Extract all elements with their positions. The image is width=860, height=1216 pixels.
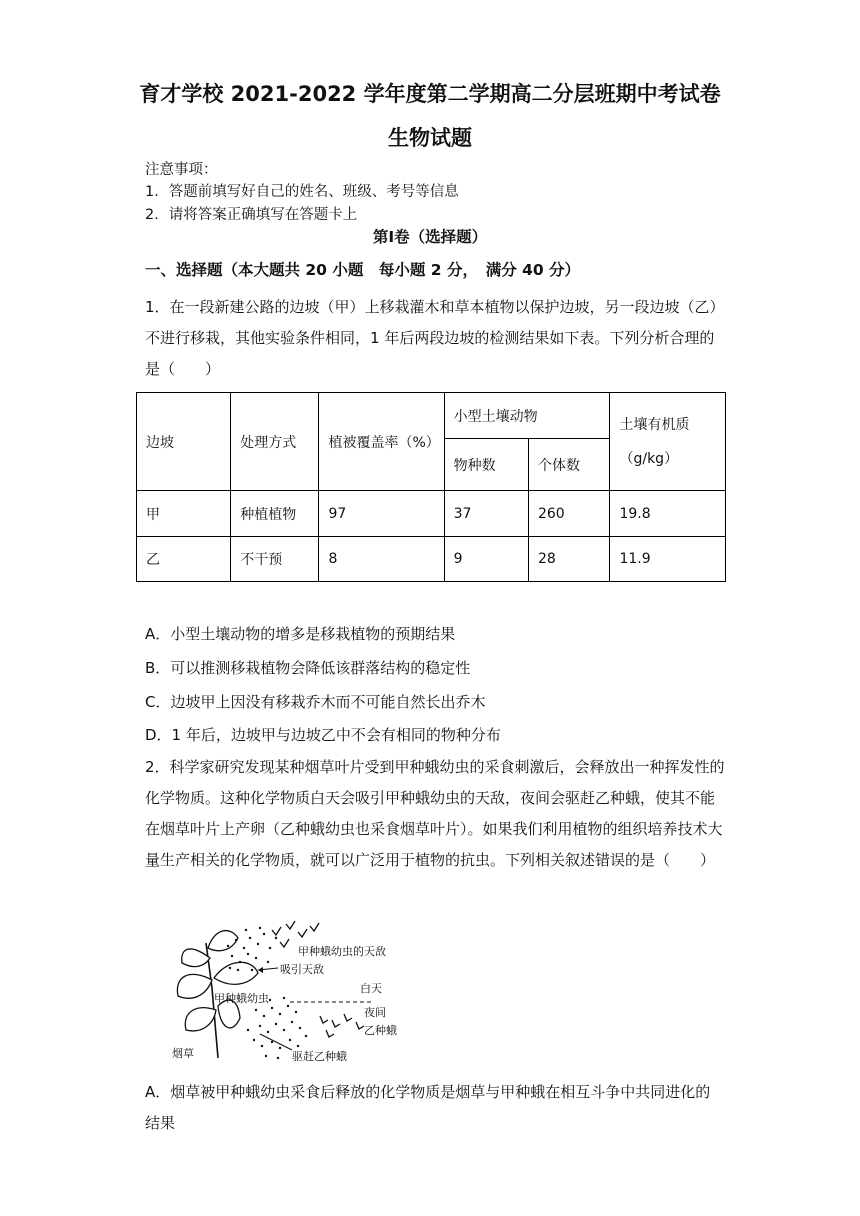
label-larva: 甲种蛾幼虫 — [214, 992, 269, 1005]
label-enemy: 甲种蛾幼虫的天敌 — [298, 945, 386, 958]
table-row — [137, 537, 726, 582]
q1-option-d: D．1 年后，边坡甲与边坡乙中不会有相同的物种分布 — [145, 726, 501, 744]
table-cell: 乙 — [137, 537, 231, 582]
notice-item-1: 1．答题前填写好自己的姓名、班级、考号等信息 — [145, 184, 459, 200]
question-1-stem: 1．在一段新建公路的边坡（甲）上移栽灌木和草本植物以保护边坡，另一段边坡（乙）不进行移栽，其他实验条件相同，1 年后两段边坡的检测结果如下表。下列分析合理的是（ ） — [145, 298, 725, 378]
th-organic-matter — [610, 393, 726, 491]
question-2-stem: 2．科学家研究发现某种烟草叶片受到甲种蛾幼虫的采食刺激后，会释放出一种挥发性的化学物质。这种化学物质白天会吸引甲种蛾幼虫的天敌，夜间会驱赶乙种蛾，使其不能在烟草叶片上产卵（乙种蛾幼虫也采食烟草叶片）。如果我们利用植物的组织培养技术大量生产相关的化学物质，就可以广泛用于植物的抗虫。下列相关叙述错误的是（ ） — [145, 758, 725, 869]
th-treatment: 处理方式 — [231, 393, 319, 491]
table-row — [137, 491, 726, 537]
notice-heading: 注意事项： — [145, 162, 218, 178]
table-cell: 37 — [444, 491, 528, 537]
q2-option-a: A．烟草被甲种蛾幼虫采食后释放的化学物质是烟草与甲种蛾在相互斗争中共同进化的结果 — [145, 1083, 711, 1132]
table-cell: 19.8 — [610, 491, 726, 537]
q1-option-a: A．小型土壤动物的增多是移栽植物的预期结果 — [145, 625, 456, 643]
table-cell: 11.9 — [610, 537, 726, 582]
label-attract: 吸引天敌 — [280, 963, 324, 976]
table-cell: 28 — [528, 537, 609, 582]
q1-option-b: B．可以推测移栽植物会降低该群落结构的稳定性 — [145, 659, 471, 677]
table-cell: 260 — [528, 491, 609, 537]
table-cell: 甲 — [137, 491, 231, 537]
volume-title: 第Ⅰ卷（选择题） — [372, 228, 488, 246]
th-coverage: 植被覆盖率（%） — [319, 393, 444, 491]
table-cell: 8 — [319, 537, 444, 582]
th-soil-animals: 小型土壤动物 — [444, 393, 610, 439]
th-individual-count: 个体数 — [528, 439, 609, 491]
th-organic-label: 土壤有机质 — [619, 416, 690, 433]
table-cell: 97 — [319, 491, 444, 537]
notice-item-2: 2．请将答案正确填写在答题卡上 — [145, 207, 358, 223]
section-title: 一、选择题（本大题共 20 小题 每小题 2 分， 满分 40 分） — [145, 261, 581, 279]
exam-subtitle: 生物试题 — [388, 126, 472, 150]
table-cell: 种植植物 — [231, 491, 319, 537]
table-cell: 9 — [444, 537, 528, 582]
th-slope: 边坡 — [137, 393, 231, 491]
q1-data-table — [136, 392, 726, 582]
th-species-count: 物种数 — [444, 439, 528, 491]
th-organic-unit: （g/kg） — [619, 450, 679, 467]
label-night: 夜间 — [364, 1006, 386, 1019]
label-moth-b: 乙种蛾 — [364, 1024, 397, 1037]
label-day: 白天 — [360, 982, 382, 995]
q1-option-c: C．边坡甲上因没有移栽乔木而不可能自然长出乔木 — [145, 693, 486, 711]
label-tobacco: 烟草 — [172, 1047, 194, 1060]
exam-title: 育才学校 2021-2022 学年度第二学期高二分层班期中考试卷 — [139, 82, 721, 106]
tobacco-chemical-diagram — [160, 918, 420, 1066]
table-cell: 不干预 — [231, 537, 319, 582]
label-repel: 驱赶乙种蛾 — [292, 1050, 347, 1063]
